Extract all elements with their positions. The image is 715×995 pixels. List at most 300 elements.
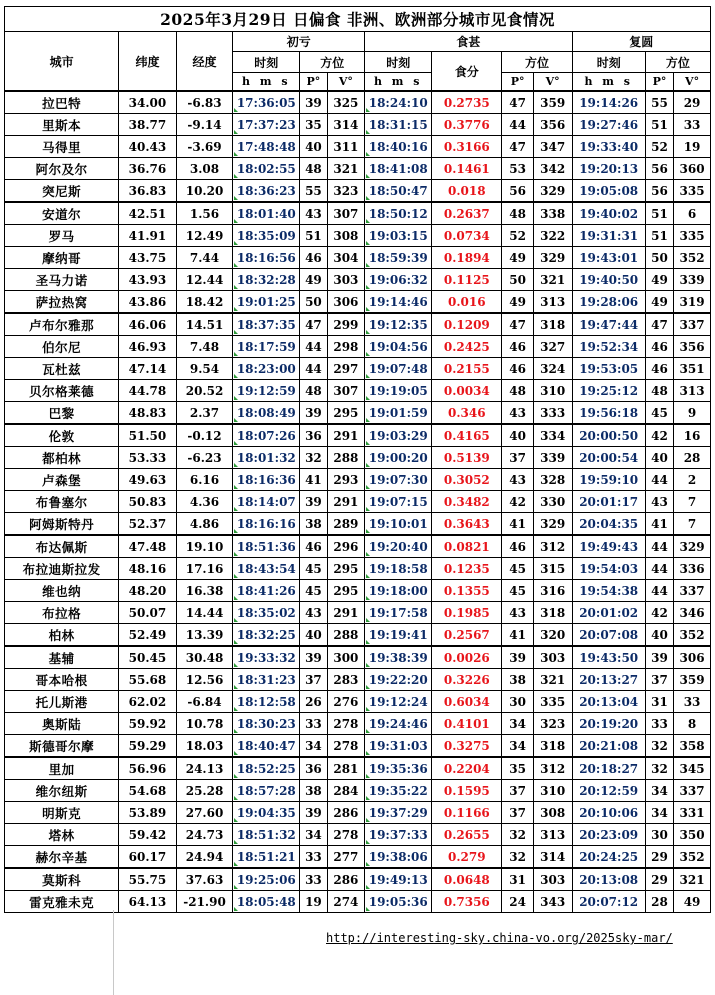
greatest-p: 41: [502, 624, 533, 647]
greatest-p: 50: [502, 269, 533, 291]
eclipse-table: [4, 6, 711, 913]
city-cell: 伦敦: [5, 424, 119, 447]
latitude-cell: 48.20: [119, 580, 177, 602]
first-contact-time: 18:02:55: [233, 158, 300, 180]
first-contact-p: 33: [300, 713, 327, 735]
last-contact-time: 20:04:35: [572, 513, 645, 536]
greatest-v: 330: [533, 491, 572, 513]
first-contact-p: 44: [300, 358, 327, 380]
longitude-cell: 4.86: [176, 513, 233, 536]
last-contact-v: 335: [674, 180, 711, 203]
city-cell: 马得里: [5, 136, 119, 158]
first-contact-p: 48: [300, 380, 327, 402]
longitude-cell: 14.44: [176, 602, 233, 624]
last-contact-p: 40: [645, 447, 673, 469]
first-contact-time: 18:23:00: [233, 358, 300, 380]
longitude-cell: 12.44: [176, 269, 233, 291]
greatest-v: 308: [533, 802, 572, 824]
greatest-v: 333: [533, 402, 572, 425]
greatest-v: 310: [533, 780, 572, 802]
last-contact-v: 358: [674, 735, 711, 758]
last-contact-v: 335: [674, 225, 711, 247]
longitude-cell: 18.42: [176, 291, 233, 314]
table-row: [5, 358, 711, 380]
first-contact-time: 18:37:35: [233, 313, 300, 336]
latitude-cell: 48.16: [119, 558, 177, 580]
magnitude-cell: 0.018: [432, 180, 502, 203]
greatest-p: 37: [502, 780, 533, 802]
first-contact-v: 291: [327, 602, 365, 624]
magnitude-cell: 0.2655: [432, 824, 502, 846]
magnitude-cell: 0.1235: [432, 558, 502, 580]
greatest-time: 19:01:59: [365, 402, 432, 425]
first-contact-v: 274: [327, 891, 365, 913]
first-contact-p: 43: [300, 202, 327, 225]
last-contact-p: 42: [645, 424, 673, 447]
city-cell: 都柏林: [5, 447, 119, 469]
last-contact-time: 19:31:31: [572, 225, 645, 247]
first-contact-v: 288: [327, 624, 365, 647]
first-contact-p: 47: [300, 313, 327, 336]
table-row: [5, 202, 711, 225]
city-cell: 贝尔格莱德: [5, 380, 119, 402]
city-cell: 圣马力诺: [5, 269, 119, 291]
header-p-greatest: P°: [502, 73, 533, 92]
greatest-p: 52: [502, 225, 533, 247]
last-contact-time: 20:18:27: [572, 757, 645, 780]
greatest-p: 34: [502, 735, 533, 758]
first-contact-time: 18:14:07: [233, 491, 300, 513]
greatest-p: 40: [502, 424, 533, 447]
first-contact-v: 281: [327, 757, 365, 780]
last-contact-v: 352: [674, 624, 711, 647]
first-contact-p: 39: [300, 646, 327, 669]
longitude-cell: -6.84: [176, 691, 233, 713]
last-contact-time: 19:43:01: [572, 247, 645, 269]
city-cell: 里加: [5, 757, 119, 780]
table-row: [5, 225, 711, 247]
greatest-time: 18:50:47: [365, 180, 432, 203]
last-contact-p: 40: [645, 624, 673, 647]
first-contact-v: 295: [327, 402, 365, 425]
latitude-cell: 43.75: [119, 247, 177, 269]
magnitude-cell: 0.2425: [432, 336, 502, 358]
last-contact-time: 20:24:25: [572, 846, 645, 869]
first-contact-time: 18:35:09: [233, 225, 300, 247]
last-contact-v: 19: [674, 136, 711, 158]
greatest-v: 320: [533, 624, 572, 647]
longitude-cell: 4.36: [176, 491, 233, 513]
greatest-p: 49: [502, 247, 533, 269]
longitude-cell: -0.12: [176, 424, 233, 447]
magnitude-cell: 0.1125: [432, 269, 502, 291]
last-contact-v: 33: [674, 114, 711, 136]
longitude-cell: 3.08: [176, 158, 233, 180]
first-contact-time: 18:16:36: [233, 469, 300, 491]
last-contact-time: 20:13:04: [572, 691, 645, 713]
header-position-greatest: 方位: [502, 52, 572, 73]
last-contact-time: 19:54:03: [572, 558, 645, 580]
last-contact-p: 44: [645, 580, 673, 602]
magnitude-cell: 0.4101: [432, 713, 502, 735]
first-contact-p: 39: [300, 402, 327, 425]
greatest-time: 19:03:29: [365, 424, 432, 447]
first-contact-time: 19:25:06: [233, 868, 300, 891]
last-contact-time: 20:23:09: [572, 824, 645, 846]
first-contact-time: 18:32:28: [233, 269, 300, 291]
latitude-cell: 56.96: [119, 757, 177, 780]
greatest-time: 19:05:36: [365, 891, 432, 913]
first-contact-v: 295: [327, 558, 365, 580]
first-contact-v: 300: [327, 646, 365, 669]
magnitude-cell: 0.1355: [432, 580, 502, 602]
last-contact-p: 42: [645, 602, 673, 624]
city-cell: 阿姆斯特丹: [5, 513, 119, 536]
first-contact-p: 39: [300, 491, 327, 513]
first-contact-v: 321: [327, 158, 365, 180]
first-contact-v: 325: [327, 91, 365, 114]
last-contact-time: 20:13:08: [572, 868, 645, 891]
last-contact-time: 19:25:12: [572, 380, 645, 402]
greatest-p: 41: [502, 513, 533, 536]
greatest-v: 356: [533, 114, 572, 136]
greatest-v: 303: [533, 646, 572, 669]
greatest-p: 46: [502, 336, 533, 358]
greatest-v: 338: [533, 202, 572, 225]
header-longitude: 经度: [176, 32, 233, 92]
greatest-time: 19:35:36: [365, 757, 432, 780]
greatest-p: 47: [502, 136, 533, 158]
greatest-p: 48: [502, 380, 533, 402]
last-contact-p: 43: [645, 491, 673, 513]
header-first-contact: 初亏: [233, 32, 365, 52]
header-v-greatest: V°: [533, 73, 572, 92]
last-contact-p: 49: [645, 291, 673, 314]
longitude-cell: 30.48: [176, 646, 233, 669]
first-contact-time: 18:57:28: [233, 780, 300, 802]
greatest-time: 19:20:40: [365, 535, 432, 558]
latitude-cell: 59.92: [119, 713, 177, 735]
greatest-p: 48: [502, 202, 533, 225]
first-contact-v: 278: [327, 824, 365, 846]
header-time-greatest: 时刻: [365, 52, 432, 73]
last-contact-v: 346: [674, 602, 711, 624]
greatest-p: 44: [502, 114, 533, 136]
greatest-p: 32: [502, 824, 533, 846]
longitude-cell: 7.44: [176, 247, 233, 269]
greatest-p: 42: [502, 491, 533, 513]
last-contact-time: 19:27:46: [572, 114, 645, 136]
header-magnitude: 食分: [432, 52, 502, 92]
table-row: [5, 291, 711, 314]
greatest-time: 19:37:33: [365, 824, 432, 846]
magnitude-cell: 0.3275: [432, 735, 502, 758]
first-contact-time: 18:07:26: [233, 424, 300, 447]
last-contact-p: 34: [645, 802, 673, 824]
greatest-p: 56: [502, 180, 533, 203]
table-row: [5, 114, 711, 136]
magnitude-cell: 0.3226: [432, 669, 502, 691]
greatest-v: 359: [533, 91, 572, 114]
last-contact-v: 9: [674, 402, 711, 425]
table-row: [5, 380, 711, 402]
latitude-cell: 64.13: [119, 891, 177, 913]
greatest-time: 18:24:10: [365, 91, 432, 114]
latitude-cell: 52.37: [119, 513, 177, 536]
latitude-cell: 41.91: [119, 225, 177, 247]
first-contact-time: 18:51:36: [233, 535, 300, 558]
city-cell: 布鲁塞尔: [5, 491, 119, 513]
last-contact-v: 319: [674, 291, 711, 314]
last-contact-v: 313: [674, 380, 711, 402]
first-contact-v: 293: [327, 469, 365, 491]
city-cell: 突尼斯: [5, 180, 119, 203]
last-contact-p: 30: [645, 824, 673, 846]
last-contact-p: 56: [645, 180, 673, 203]
header-p-first: P°: [300, 73, 327, 92]
greatest-v: 342: [533, 158, 572, 180]
first-contact-time: 18:01:40: [233, 202, 300, 225]
longitude-cell: 16.38: [176, 580, 233, 602]
header-hms-last: h m s: [572, 73, 645, 92]
first-contact-p: 38: [300, 780, 327, 802]
longitude-cell: 24.73: [176, 824, 233, 846]
greatest-p: 46: [502, 535, 533, 558]
latitude-cell: 34.00: [119, 91, 177, 114]
greatest-p: 34: [502, 713, 533, 735]
first-contact-p: 46: [300, 535, 327, 558]
first-contact-time: 18:31:23: [233, 669, 300, 691]
greatest-p: 45: [502, 580, 533, 602]
first-contact-time: 18:01:32: [233, 447, 300, 469]
greatest-time: 19:14:46: [365, 291, 432, 314]
greatest-v: 314: [533, 846, 572, 869]
header-greatest-eclipse: 食甚: [365, 32, 572, 52]
longitude-cell: 12.49: [176, 225, 233, 247]
first-contact-time: 18:41:26: [233, 580, 300, 602]
greatest-v: 324: [533, 358, 572, 380]
first-contact-p: 39: [300, 91, 327, 114]
greatest-p: 53: [502, 158, 533, 180]
latitude-cell: 47.14: [119, 358, 177, 380]
greatest-time: 18:40:16: [365, 136, 432, 158]
first-contact-p: 45: [300, 580, 327, 602]
greatest-time: 19:19:41: [365, 624, 432, 647]
longitude-cell: 37.63: [176, 868, 233, 891]
header-latitude: 纬度: [119, 32, 177, 92]
last-contact-p: 44: [645, 535, 673, 558]
first-contact-p: 46: [300, 247, 327, 269]
city-cell: 阿尔及尔: [5, 158, 119, 180]
greatest-time: 19:00:20: [365, 447, 432, 469]
greatest-v: 323: [533, 713, 572, 735]
last-contact-p: 33: [645, 713, 673, 735]
first-contact-v: 295: [327, 580, 365, 602]
city-cell: 柏林: [5, 624, 119, 647]
first-contact-v: 291: [327, 424, 365, 447]
magnitude-cell: 0.2637: [432, 202, 502, 225]
first-contact-p: 43: [300, 602, 327, 624]
greatest-p: 38: [502, 669, 533, 691]
latitude-cell: 36.83: [119, 180, 177, 203]
city-cell: 哥本哈根: [5, 669, 119, 691]
magnitude-cell: 0.1894: [432, 247, 502, 269]
last-contact-p: 39: [645, 646, 673, 669]
first-contact-v: 304: [327, 247, 365, 269]
magnitude-cell: 0.3482: [432, 491, 502, 513]
latitude-cell: 48.83: [119, 402, 177, 425]
first-contact-p: 32: [300, 447, 327, 469]
table-row: [5, 469, 711, 491]
table-row: [5, 269, 711, 291]
last-contact-v: 337: [674, 580, 711, 602]
greatest-v: 322: [533, 225, 572, 247]
first-contact-v: 311: [327, 136, 365, 158]
longitude-cell: 24.94: [176, 846, 233, 869]
longitude-cell: 17.16: [176, 558, 233, 580]
last-contact-v: 339: [674, 269, 711, 291]
greatest-v: 328: [533, 469, 572, 491]
magnitude-cell: 0.3643: [432, 513, 502, 536]
last-contact-v: 359: [674, 669, 711, 691]
first-contact-v: 314: [327, 114, 365, 136]
city-cell: 瓦杜兹: [5, 358, 119, 380]
latitude-cell: 55.68: [119, 669, 177, 691]
greatest-time: 19:04:56: [365, 336, 432, 358]
last-contact-v: 49: [674, 891, 711, 913]
last-contact-time: 20:01:17: [572, 491, 645, 513]
longitude-cell: -21.90: [176, 891, 233, 913]
greatest-v: 343: [533, 891, 572, 913]
city-cell: 赫尔辛基: [5, 846, 119, 869]
city-cell: 安道尔: [5, 202, 119, 225]
first-contact-p: 38: [300, 513, 327, 536]
greatest-time: 19:03:15: [365, 225, 432, 247]
greatest-v: 312: [533, 757, 572, 780]
latitude-cell: 51.50: [119, 424, 177, 447]
last-contact-time: 19:40:02: [572, 202, 645, 225]
city-cell: 罗马: [5, 225, 119, 247]
greatest-time: 19:07:48: [365, 358, 432, 380]
last-contact-time: 19:49:43: [572, 535, 645, 558]
latitude-cell: 59.29: [119, 735, 177, 758]
header-v-last: V°: [674, 73, 711, 92]
city-cell: 伯尔尼: [5, 336, 119, 358]
magnitude-cell: 0.6034: [432, 691, 502, 713]
first-contact-v: 276: [327, 691, 365, 713]
longitude-cell: 2.37: [176, 402, 233, 425]
last-contact-p: 44: [645, 558, 673, 580]
city-cell: 维也纳: [5, 580, 119, 602]
first-contact-p: 40: [300, 136, 327, 158]
city-cell: 卢森堡: [5, 469, 119, 491]
first-contact-v: 308: [327, 225, 365, 247]
greatest-v: 335: [533, 691, 572, 713]
greatest-p: 46: [502, 358, 533, 380]
longitude-cell: 14.51: [176, 313, 233, 336]
city-cell: 莫斯科: [5, 868, 119, 891]
last-contact-v: 356: [674, 336, 711, 358]
greatest-p: 45: [502, 558, 533, 580]
greatest-v: 318: [533, 313, 572, 336]
last-contact-p: 32: [645, 757, 673, 780]
first-contact-time: 18:51:21: [233, 846, 300, 869]
greatest-p: 39: [502, 646, 533, 669]
last-contact-p: 29: [645, 868, 673, 891]
header-hms-first: h m s: [233, 73, 300, 92]
last-contact-p: 45: [645, 402, 673, 425]
greatest-v: 347: [533, 136, 572, 158]
magnitude-cell: 0.1985: [432, 602, 502, 624]
magnitude-cell: 0.7356: [432, 891, 502, 913]
greatest-v: 321: [533, 269, 572, 291]
last-contact-time: 19:20:13: [572, 158, 645, 180]
magnitude-cell: 0.1166: [432, 802, 502, 824]
city-cell: 奥斯陆: [5, 713, 119, 735]
first-contact-v: 299: [327, 313, 365, 336]
magnitude-cell: 0.4165: [432, 424, 502, 447]
last-contact-v: 321: [674, 868, 711, 891]
latitude-cell: 46.93: [119, 336, 177, 358]
table-row: [5, 669, 711, 691]
latitude-cell: 53.89: [119, 802, 177, 824]
first-contact-time: 17:48:48: [233, 136, 300, 158]
magnitude-cell: 0.2567: [432, 624, 502, 647]
first-contact-v: 288: [327, 447, 365, 469]
table-row: [5, 891, 711, 913]
greatest-time: 19:12:35: [365, 313, 432, 336]
greatest-time: 19:35:22: [365, 780, 432, 802]
longitude-cell: 19.10: [176, 535, 233, 558]
latitude-cell: 55.75: [119, 868, 177, 891]
last-contact-time: 19:14:26: [572, 91, 645, 114]
greatest-v: 310: [533, 380, 572, 402]
table-row: [5, 447, 711, 469]
greatest-v: 316: [533, 580, 572, 602]
magnitude-cell: 0.3166: [432, 136, 502, 158]
last-contact-p: 31: [645, 691, 673, 713]
last-contact-time: 19:56:18: [572, 402, 645, 425]
first-contact-time: 18:36:23: [233, 180, 300, 203]
last-contact-p: 52: [645, 136, 673, 158]
last-contact-v: 352: [674, 846, 711, 869]
first-contact-p: 40: [300, 624, 327, 647]
last-contact-p: 46: [645, 336, 673, 358]
magnitude-cell: 0.5139: [432, 447, 502, 469]
last-contact-p: 49: [645, 269, 673, 291]
source-link[interactable]: http://interesting-sky.china-vo.org/2025sky-mar/: [326, 931, 673, 945]
longitude-cell: 12.56: [176, 669, 233, 691]
first-contact-time: 19:01:25: [233, 291, 300, 314]
header-p-last: P°: [645, 73, 673, 92]
last-contact-time: 20:01:02: [572, 602, 645, 624]
city-cell: 明斯克: [5, 802, 119, 824]
first-contact-p: 34: [300, 824, 327, 846]
greatest-time: 19:31:03: [365, 735, 432, 758]
table-row: [5, 535, 711, 558]
last-contact-p: 44: [645, 469, 673, 491]
city-cell: 卢布尔雅那: [5, 313, 119, 336]
longitude-cell: 13.39: [176, 624, 233, 647]
last-contact-v: 351: [674, 358, 711, 380]
last-contact-time: 19:43:50: [572, 646, 645, 669]
latitude-cell: 36.76: [119, 158, 177, 180]
last-contact-time: 20:07:12: [572, 891, 645, 913]
first-contact-time: 18:17:59: [233, 336, 300, 358]
first-contact-v: 291: [327, 491, 365, 513]
last-contact-time: 19:33:40: [572, 136, 645, 158]
magnitude-cell: 0.1209: [432, 313, 502, 336]
